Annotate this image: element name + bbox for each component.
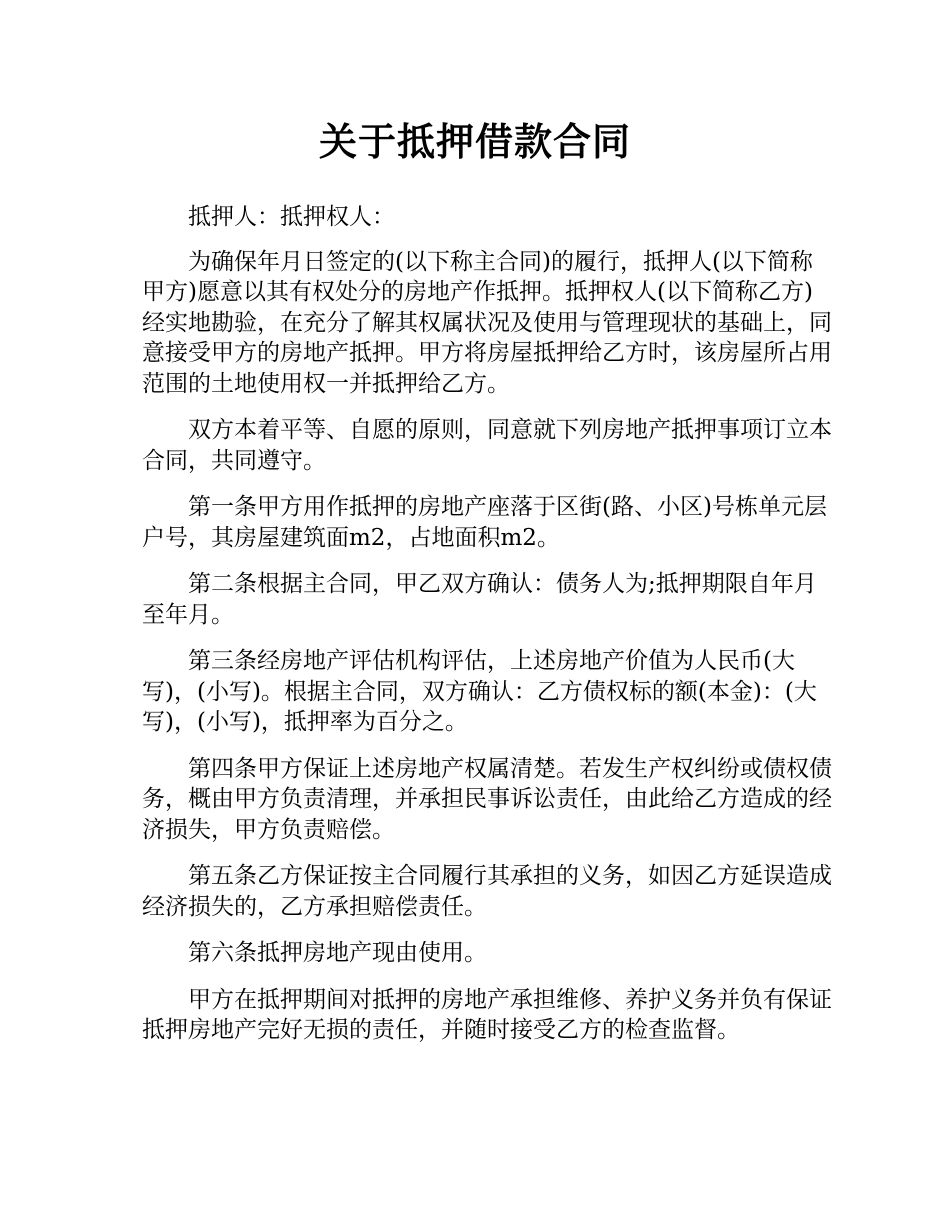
document-body [142, 202, 832, 1046]
article-6-detail: 甲方在抵押期间对抵押的房地产承担维修、养护义务并负有保证抵押房地产完好无损的责任，并随时接受乙方的检查监督。 [142, 986, 832, 1043]
preamble-paragraph: 为确保年月日签定的(以下称主合同)的履行，抵押人(以下简称甲方)愿意以其有权处分的房地产作抵押。抵押权人(以下简称乙方)经实地勘验，在充分了解其权属状况及使用与管理现状的基础上，同意接受甲方的房地产抵押。甲方将房屋抵押给乙方时，该房屋所占用范围的土地使用权一并抵押给乙方。 [142, 248, 832, 397]
article-4: 第四条甲方保证上述房地产权属清楚。若发生产权纠纷或债权债务，概由甲方负责清理，并承担民事诉讼责任，由此给乙方造成的经济损失，甲方负责赔偿。 [142, 755, 832, 843]
principle-paragraph: 双方本着平等、自愿的原则，同意就下列房地产抵押事项订立本合同，共同遵守。 [142, 417, 832, 474]
document-page [142, 0, 832, 1062]
article-5: 第五条乙方保证按主合同履行其承担的义务，如因乙方延误造成经济损失的，乙方承担赔偿责任。 [142, 863, 832, 920]
article-6: 第六条抵押房地产现由使用。 [188, 940, 487, 966]
article-1: 第一条甲方用作抵押的房地产座落于区街(路、小区)号栋单元层户号，其房屋建筑面m2，占地面积m2。 [142, 494, 827, 551]
article-3: 第三条经房地产评估机构评估，上述房地产价值为人民币(大写)，(小写)。根据主合同，双方确认：乙方债权标的额(本金)：(大写)，(小写)，抵押率为百分之。 [142, 648, 817, 735]
parties-line: 抵押人：抵押权人： [188, 204, 395, 230]
document-title: 关于抵押借款合同 [318, 120, 631, 164]
article-2: 第二条根据主合同，甲乙双方确认：债务人为;抵押期限自年月至年月。 [142, 571, 817, 628]
